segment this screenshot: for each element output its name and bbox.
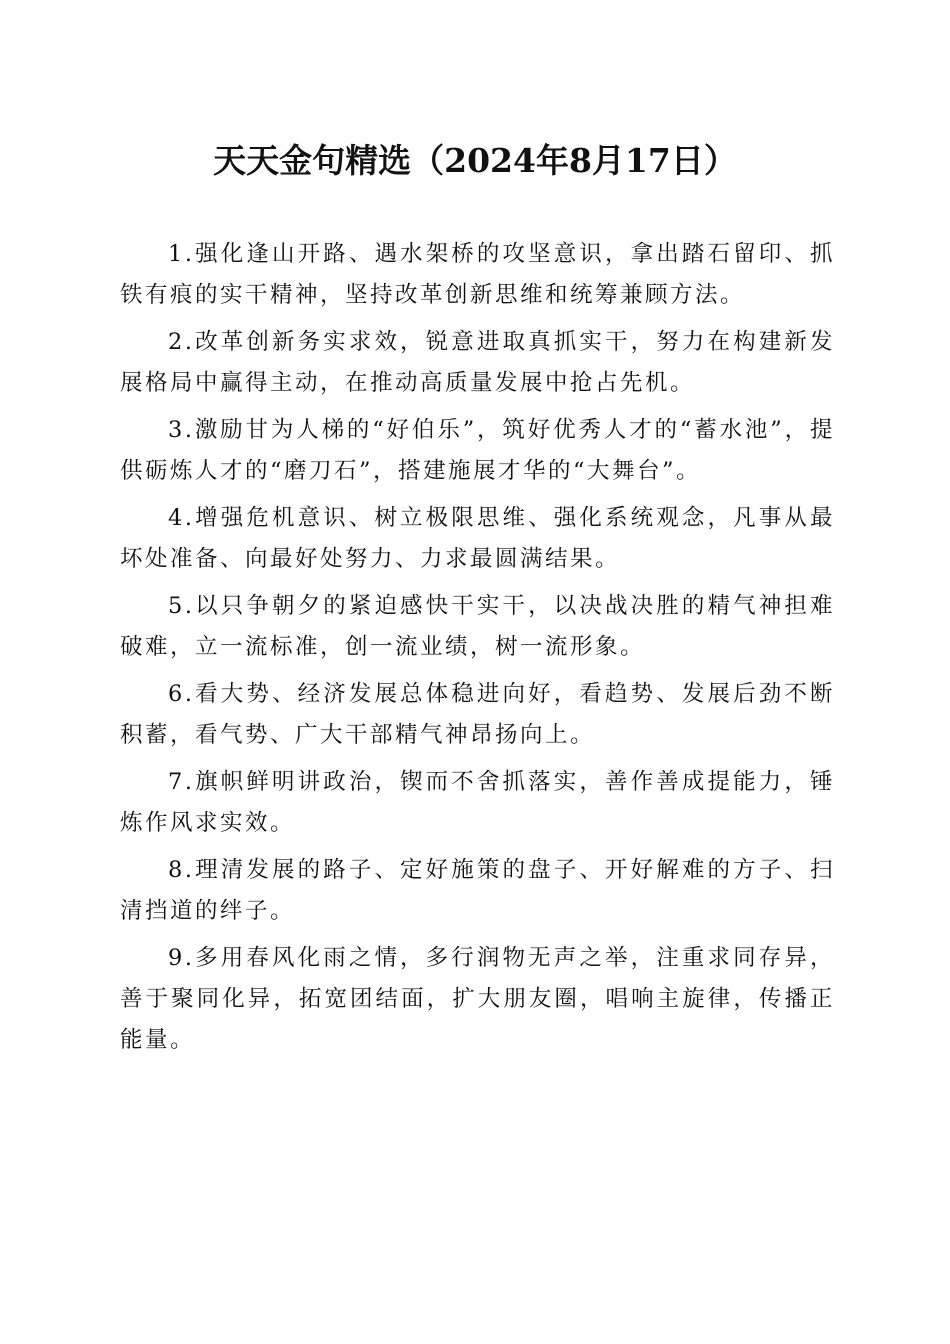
quote-item-5: 5.以只争朝夕的紧迫感快干实干，以决战决胜的精气神担难破难，立一流标准，创一流业绩，树一流形象。 [120, 593, 835, 660]
quote-item-6: 6.看大势、经济发展总体稳进向好，看趋势、发展后劲不断积蓄，看气势、广大干部精气神昂扬向上。 [120, 681, 835, 748]
quote-item-1: 1.强化逢山开路、遇水架桥的攻坚意识，拿出踏石留印、抓铁有痕的实干精神，坚持改革创新思维和统筹兼顾方法。 [120, 241, 835, 308]
document-title: 天天金句精选（2024年8月17日） [213, 141, 737, 180]
quote-item-3: 3.激励甘为人梯的“好伯乐”，筑好优秀人才的“蓄水池”，提供砺炼人才的“磨刀石”，搭建施展才华的“大舞台”。 [120, 417, 835, 484]
quote-item-7: 7.旗帜鲜明讲政治，锲而不舍抓落实，善作善成提能力，锤炼作风求实效。 [120, 769, 835, 836]
quote-item-8: 8.理清发展的路子、定好施策的盘子、开好解难的方子、扫清挡道的绊子。 [120, 857, 835, 924]
document-body [120, 234, 835, 1067]
quote-item-4: 4.增强危机意识、树立极限思维、强化系统观念，凡事从最坏处准备、向最好处努力、力求最圆满结果。 [120, 505, 835, 572]
quote-item-9: 9.多用春风化雨之情，多行润物无声之举，注重求同存异，善于聚同化异，拓宽团结面，扩大朋友圈，唱响主旋律，传播正能量。 [120, 945, 835, 1053]
quote-item-2: 2.改革创新务实求效，锐意进取真抓实干，努力在构建新发展格局中赢得主动，在推动高质量发展中抢占先机。 [120, 329, 835, 396]
